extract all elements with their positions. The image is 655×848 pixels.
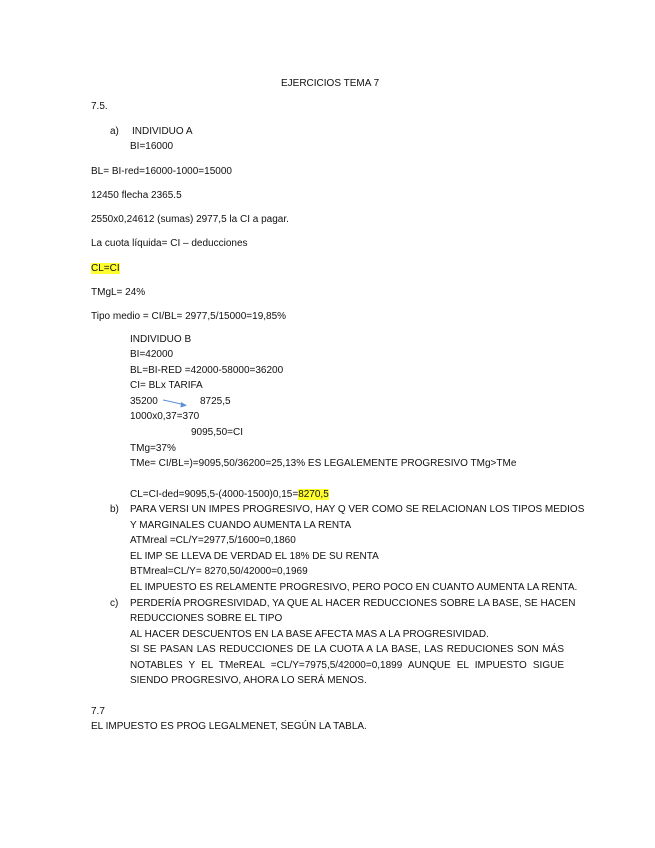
text-line: EL IMP SE LLEVA DE VERDAD EL 18% DE SU RENTA [130,551,379,562]
text-line: REDUCCIONES SOBRE EL TIPO [130,613,283,624]
text-line: EL IMPUESTO ES PROG LEGALMENET, SEGÚN LA TABLA. [91,721,367,732]
text-line: BL= BI-red=16000-1000=15000 [91,166,232,177]
text-line: PERDERÍA PROGRESIVIDAD, YA QUE AL HACER REDUCCIONES SOBRE LA BASE, SE HACEN [130,598,576,609]
item-b-marker: b) [110,504,119,515]
individuo-b-heading: INDIVIDUO B [130,334,192,345]
text-line [130,489,329,501]
text-line: 9095,50=CI [191,427,243,438]
text-line: 1000x0,37=370 [130,411,200,422]
highlight: CL=CI [91,263,120,274]
item-a-marker: a) [110,126,119,137]
text-line: ATMreal =CL/Y=2977,5/1600=0,1860 [130,535,296,546]
highlighted-text [91,263,120,275]
text-line: AL HACER DESCUENTOS EN LA BASE AFECTA MAS A LA PROGRESIVIDAD. [130,629,489,640]
text-line: NOTABLES Y EL TMeREAL =CL/Y=7975,5/42000=0,1899 AUNQUE EL IMPUESTO SIGUE [130,660,564,671]
text-line: SIENDO PROGRESIVO, AHORA LO SERÁ MENOS. [130,675,367,686]
text-line: La cuota líquida= CI – deducciones [91,238,248,249]
arrow-right-icon [161,396,191,410]
text-line: 8725,5 [200,396,231,407]
text-line: BL=BI-RED =42000-58000=36200 [130,365,284,376]
text-line: BTMreal=CL/Y= 8270,50/42000=0,1969 [130,566,308,577]
exercise-7-5-heading: 7.5. [91,101,108,112]
text-line: BI=16000 [130,141,174,152]
item-c-marker: c) [110,598,119,609]
text-line: 12450 flecha 2365.5 [91,190,182,201]
individuo-a-heading: INDIVIDUO A [132,126,193,137]
text-line: PARA VERSI UN IMPES PROGRESIVO, HAY Q VER COMO SE RELACIONAN LOS TIPOS MEDIOS [130,504,585,515]
text-line: CI= BLx TARIFA [130,380,203,391]
text-line: SI SE PASAN LAS REDUCCIONES DE LA CUOTA A LA BASE, LAS REDUCIONES SON MÁS [130,644,564,655]
text-span: CL=CI-ded=9095,5-(4000-1500)0,15= [130,489,299,500]
text-line: TMe= CI/BL=)=9095,50/36200=25,13% ES LEGALEMENTE PROGRESIVO TMg>TMe [130,458,517,469]
text-line: Y MARGINALES CUANDO AUMENTA LA RENTA [130,520,352,531]
page-title: EJERCICIOS TEMA 7 [281,78,380,89]
text-line: BI=42000 [130,349,174,360]
exercise-7-7-heading: 7.7 [91,706,105,717]
text-line: 35200 [130,396,158,407]
text-line: EL IMPUESTO ES RELAMENTE PROGRESIVO, PERO POCO EN CUANTO AUMENTA LA RENTA. [130,582,578,593]
text-line: Tipo medio = CI/BL= 2977,5/15000=19,85% [91,311,287,322]
text-line: 2550x0,24612 (sumas) 2977,5 la CI a pagar. [91,214,289,225]
text-line: TMg=37% [130,443,176,454]
highlight: 8270,5 [298,489,329,500]
text-line: TMgL= 24% [91,287,146,298]
